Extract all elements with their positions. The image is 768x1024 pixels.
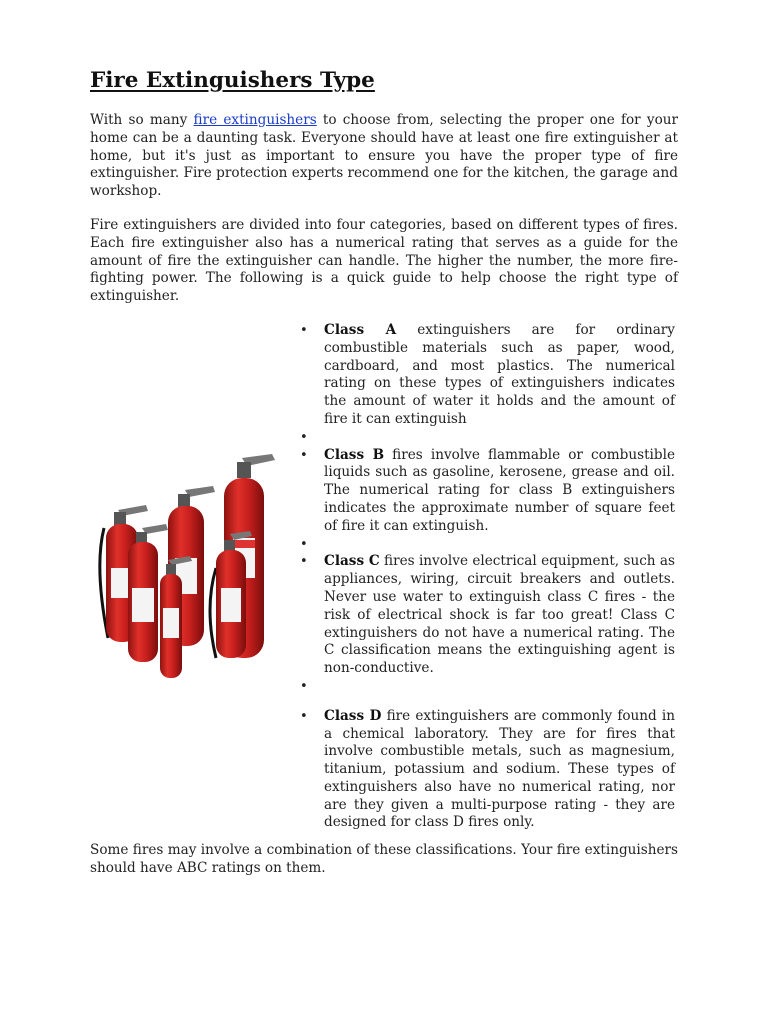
class-b-label: Class B: [324, 446, 385, 463]
intro-text-before: With so many: [90, 112, 194, 128]
closing-paragraph: Some fires may involve a combination of these classifications. Your fire extinguishers should have ABC ratings on them.: [90, 842, 678, 877]
class-c-label: Class C: [324, 553, 380, 570]
class-c-text: fires involve electrical equipment, such as appliances, wiring, circuit breakers and outlets. Never use water to extinguish class C fires - the risk of electrical shock is far too great! Class C extinguishers do not have a numerical rating. The C classification means the extinguishing agent is non-conductive.: [324, 553, 675, 677]
categories-paragraph: Fire extinguishers are divided into four categories, based on different types of fires. Each fire extinguisher also has a numerical rating that serves as a guide for the amount of fire the extinguisher can handle. The higher the number, the more fire-fighting power. The following is a quick guide to help choose the right type of extinguisher.: [90, 216, 678, 305]
class-b-text: fires involve flammable or combustible liquids such as gasoline, kerosene, grease and oil. The numerical rating for class B extinguishers indicates the approximate number of square feet of fire it can extinguish.: [324, 446, 675, 534]
list-item-class-b: [300, 447, 675, 536]
classes-list: [300, 322, 675, 832]
class-a-label: Class A: [324, 321, 397, 338]
document-page: [90, 66, 678, 894]
intro-paragraph: [90, 112, 678, 201]
intro-text-after: to choose from, selecting the proper one for your home can be a daunting task. Everyone should have at least one fire extinguisher at home, but it's just as important to ensure you have the proper type of fire extinguisher. Fire protection experts recommend one for the kitchen, the garage and workshop.: [90, 112, 679, 200]
list-item-empty: [300, 429, 675, 447]
fire-extinguishers-image: [90, 448, 290, 684]
fire-extinguishers-link[interactable]: fire extinguishers: [193, 112, 317, 128]
class-d-text: fire extinguishers are commonly found in a chemical laboratory. They are for fires that involve combustible metals, such as magnesium, titanium, potassium and sodium. These types of extinguishers also have no numerical rating, nor are they given a multi-purpose rating - they are designed for class D fires only.: [324, 707, 675, 831]
list-item-class-d: [300, 708, 675, 833]
class-d-label: Class D: [324, 707, 382, 724]
list-item-empty: [300, 536, 675, 554]
list-item-empty: [300, 678, 675, 696]
list-item-class-a: [300, 322, 675, 429]
class-a-text: extinguishers are for ordinary combustible materials such as paper, wood, cardboard, and most plastics. The numerical rating on these types of extinguishers indicates the amount of water it holds and the amount of fire it can extinguish: [324, 321, 675, 427]
classes-section: [90, 322, 678, 832]
page-title: Fire Extinguishers Type: [90, 68, 375, 93]
list-item-class-c: [300, 553, 675, 678]
